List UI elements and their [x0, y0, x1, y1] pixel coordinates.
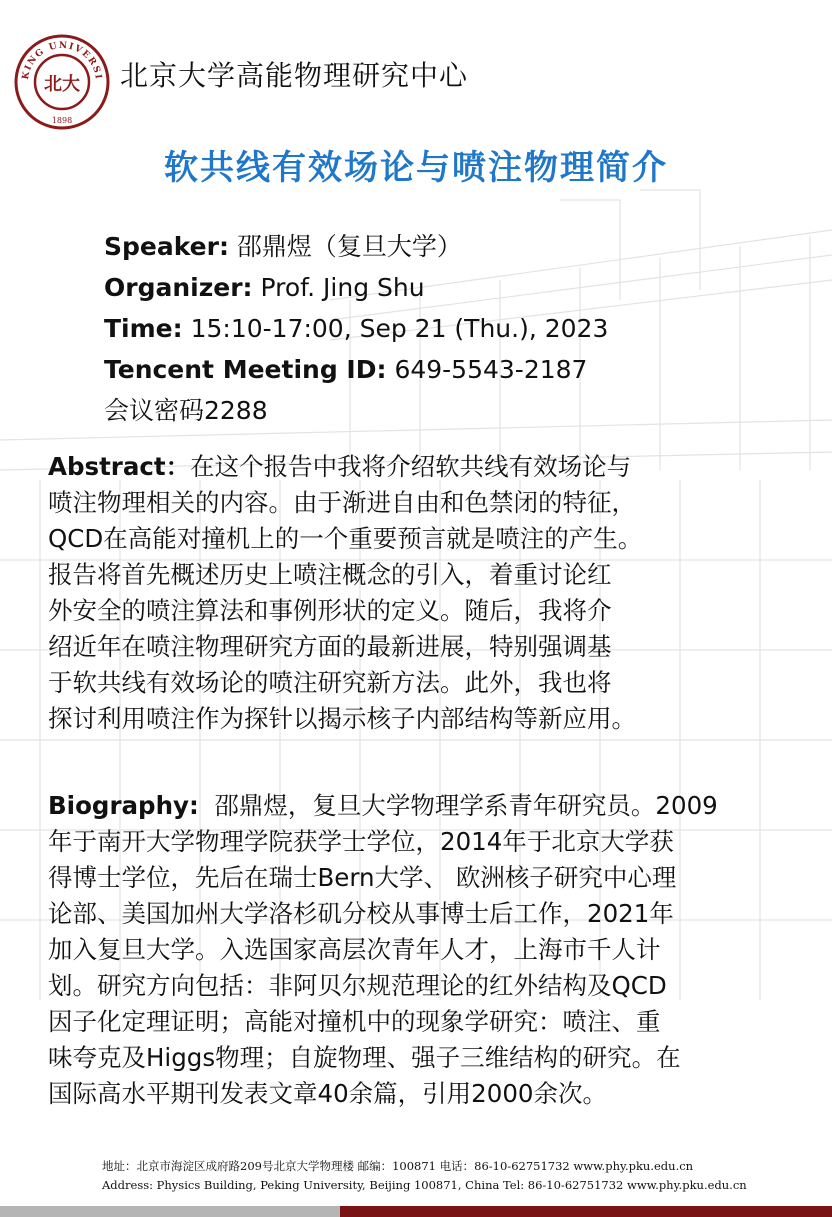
biography-section [48, 788, 808, 1112]
abstract-line: 绍近年在喷注物理研究方面的最新进展，特别强调基 [48, 632, 612, 661]
meeting-password: 会议密码2288 [104, 396, 268, 425]
footer-bar-gray [0, 1206, 340, 1217]
footer-address-cn: 地址：北京市海淀区成府路209号北京大学物理楼 邮编：100871 电话：86-10-62751732 www.phy.pku.edu.cn [102, 1159, 694, 1173]
time-label: Time: [104, 314, 183, 343]
biography-line: 加入复旦大学。入选国家高层次青年人才，上海市千人计 [48, 935, 661, 964]
abstract-line: 探讨利用喷注作为探针以揭示核子内部结构等新应用。 [48, 704, 636, 733]
talk-info [104, 226, 608, 431]
pku-logo [14, 34, 110, 130]
abstract-line: 外安全的喷注算法和事例形状的定义。随后，我将介 [48, 596, 612, 625]
page-title: 软共线有效场论与喷注物理简介 [164, 148, 668, 188]
abstract-line: 于软共线有效场论的喷注研究新方法。此外，我也将 [48, 668, 612, 697]
meeting-id-label: Tencent Meeting ID: [104, 355, 387, 384]
biography-line: Biography: 邵鼎煜，复旦大学物理学系青年研究员。2009 [48, 791, 718, 820]
pku-seal-icon [14, 34, 110, 130]
footer-bar-red [340, 1206, 832, 1217]
organizer-row [104, 267, 608, 308]
time-value: 15:10-17:00, Sep 21 (Thu.), 2023 [190, 314, 609, 343]
abstract-line: QCD在高能对撞机上的一个重要预言就是喷注的产生。 [48, 524, 643, 553]
speaker-label: Speaker: [104, 232, 229, 261]
time-row [104, 308, 608, 349]
biography-line: 论部、美国加州大学洛杉矶分校从事博士后工作，2021年 [48, 899, 674, 928]
biography-line: 划。研究方向包括：非阿贝尔规范理论的红外结构及QCD [48, 971, 667, 1000]
abstract-line: Abstract：在这个报告中我将介绍软共线有效场论与 [48, 452, 632, 481]
organizer-value: Prof. Jing Shu [260, 273, 425, 302]
svg-text:北大: 北大 [44, 74, 80, 95]
svg-text:PEKING UNIVERSITY: KING UNIVERSI [20, 40, 104, 81]
footer-address-en: Address: Physics Building, Peking University, Beijing 100871, China Tel: 86-10-62751732 www.phy.pku.edu.cn [102, 1178, 747, 1192]
abstract-line: 喷注物理相关的内容。由于渐进自由和色禁闭的特征， [48, 488, 636, 517]
biography-line: 味夸克及Higgs物理；自旋物理、强子三维结构的研究。在 [48, 1043, 681, 1072]
speaker-row [104, 226, 608, 267]
abstract-section [48, 449, 808, 737]
abstract-line: 报告将首先概述历史上喷注概念的引入，着重讨论红 [48, 560, 612, 589]
meeting-id-value: 649-5543-2187 [394, 355, 588, 384]
biography-label: Biography: [48, 791, 199, 820]
meeting-row [104, 349, 608, 390]
abstract-label: Abstract： [48, 452, 191, 481]
biography-line: 因子化定理证明；高能对撞机中的现象学研究：喷注、重 [48, 1007, 661, 1036]
biography-line: 得博士学位，先后在瑞士Bern大学、 欧洲核子研究中心理 [48, 863, 677, 892]
speaker-value: 邵鼎煜（复旦大学） [236, 232, 462, 261]
organizer-label: Organizer: [104, 273, 253, 302]
svg-text:1898: 1898 [51, 116, 73, 125]
biography-line: 国际高水平期刊发表文章40余篇，引用2000余次。 [48, 1079, 608, 1108]
biography-line: 年于南开大学物理学院获学士学位，2014年于北京大学获 [48, 827, 674, 856]
organization-name: 北京大学高能物理研究中心 [120, 59, 469, 92]
